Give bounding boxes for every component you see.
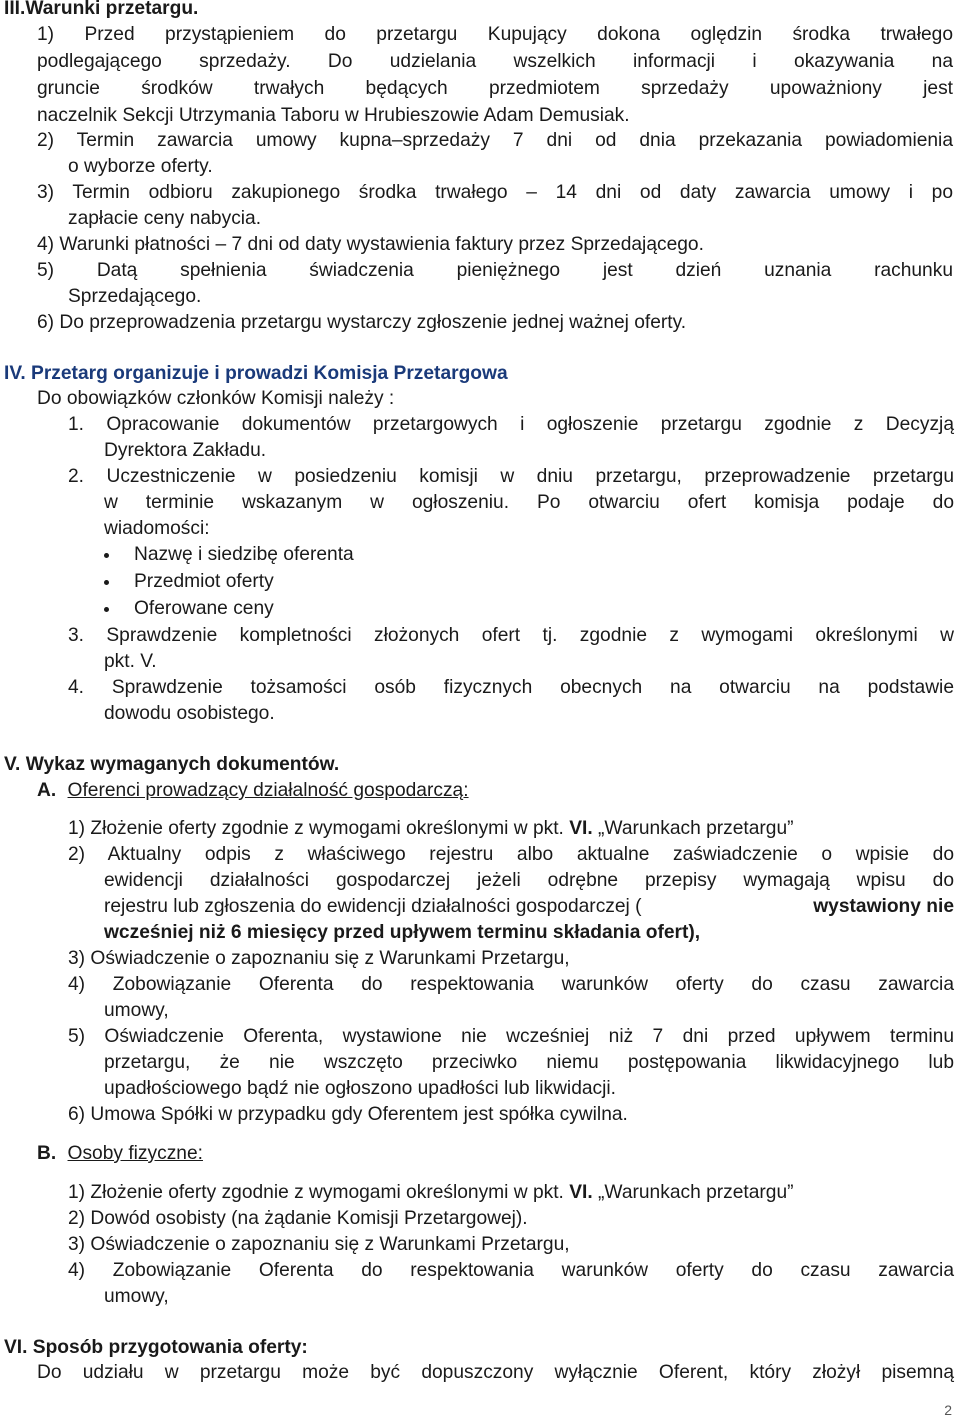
s5-a-item5-line3: upadłościowego bądź nie ogłoszono upadłości lub likwidacji. [104,1078,616,1099]
s5-a-item6: 6) Umowa Spółki w przypadku gdy Oferentem jest spółka cywilna. [68,1104,628,1125]
s3-item1-line2: podlegającego sprzedaży. Do udzielania wszelkich informacji i okazywania na [37,51,953,72]
s5-a-item2-line2: ewidencji działalności gospodarczej jeżeli odrębne przepisy wymagają wpisu do [104,870,954,891]
s5-b-label: B. [37,1143,57,1164]
s5-b-item4-line2: umowy, [104,1286,169,1307]
s5-subsection-a [37,778,469,804]
s3-item6: 6) Do przeprowadzenia przetargu wystarczy zgłoszenie jednej ważnej oferty. [37,312,687,333]
bullet-icon [104,553,109,558]
section-6-heading: VI. Sposób przygotowania oferty: [4,1337,308,1358]
section-3-heading: III.Warunki przetargu. [4,0,199,19]
list-item: Nazwę i siedzibę oferenta [104,542,404,569]
s5-a-title: Oferenci prowadzący działalność gospodarczą: [67,780,469,801]
s4-item4-line2: dowodu osobistego. [104,703,275,724]
s3-item3-line2: zapłacie ceny nabycia. [68,208,262,229]
s4-item4-line1: 4. Sprawdzenie tożsamości osób fizycznych obecnych na otwarciu na podstawie [68,677,954,698]
s5-a-label: A. [37,780,57,801]
s4-bullet-list [104,542,404,623]
s3-item1-line4: naczelnik Sekcji Utrzymania Taboru w Hrubieszowie Adam Demusiak. [37,105,630,126]
s3-item2-line1: 2) Termin zawarcia umowy kupna–sprzedaży 7 dni od dnia przekazania powiadomienia [37,130,953,151]
s5-a-item3: 3) Oświadczenie o zapoznaniu się z Warunkami Przetargu, [68,948,570,969]
s3-item5-line2: Sprzedającego. [68,286,202,307]
s3-item2-line2: o wyborze oferty. [68,156,213,177]
s3-item4: 4) Warunki płatności – 7 dni od daty wystawienia faktury przez Sprzedającego. [37,234,704,255]
list-item: Oferowane ceny [104,596,404,623]
s5-a-item5-line2: przetargu, że nie wszczęto przeciwko niemu postępowania likwidacyjnego lub [104,1052,954,1073]
s3-item3-line1: 3) Termin odbioru zakupionego środka trwałego – 14 dni od daty zawarcia umowy i po [37,182,953,203]
s5-a-item5-line1: 5) Oświadczenie Oferenta, wystawione nie wcześniej niż 7 dni przed upływem terminu [68,1026,954,1047]
s3-item1-line1: 1) Przed przystąpieniem do przetargu Kupujący dokona oględzin środka trwałego [37,24,953,45]
s5-a-item1: 1) Złożenie oferty zgodnie z wymogami określonymi w pkt. VI. „Warunkach przetargu” [68,818,794,839]
s5-b-item4-line1: 4) Zobowiązanie Oferenta do respektowania warunków oferty do czasu zawarcia [68,1260,954,1281]
section-4-heading: IV. Przetarg organizuje i prowadzi Komisja Przetargowa [4,363,508,384]
s3-item1-line3: gruncie środków trwałych będących przedmiotem sprzedaży upoważniony jest [37,78,953,99]
s5-subsection-b [37,1141,203,1167]
s4-intro: Do obowiązków członków Komisji należy : [37,388,395,409]
s5-b-title: Osoby fizyczne: [67,1143,203,1164]
page-number: 2 [944,1402,952,1418]
s5-a-item4-line1: 4) Zobowiązanie Oferenta do respektowania warunków oferty do czasu zawarcia [68,974,954,995]
s4-item2-line3: wiadomości: [104,518,210,539]
s5-a-item2-line1: 2) Aktualny odpis z właściwego rejestru albo aktualne zaświadczenie o wpisie do [68,844,954,865]
s5-a-item4-line2: umowy, [104,1000,169,1021]
s4-item2-line1: 2. Uczestniczenie w posiedzeniu komisji w dniu przetargu, przeprowadzenie przetargu [68,466,954,487]
s3-item5-line1: 5) Datą spełnienia świadczenia pieniężnego jest dzień uznania rachunku [37,260,953,281]
s4-item1-line2: Dyrektora Zakładu. [104,440,267,461]
s6-line1: Do udziału w przetargu może być dopuszczony wyłącznie Oferent, który złożył pisemną [37,1362,954,1383]
s4-item3-line2: pkt. V. [104,651,157,672]
s4-item2-line2: w terminie wskazanym w ogłoszeniu. Po otwarciu ofert komisja podaje do [104,492,954,513]
s5-b-item2: 2) Dowód osobisty (na żądanie Komisji Przetargowej). [68,1208,528,1229]
s4-item3-line1: 3. Sprawdzenie kompletności złożonych ofert tj. zgodnie z wymogami określonymi w [68,625,954,646]
s5-a-item2-line4: wcześniej niż 6 miesięcy przed upływem terminu składania ofert), [104,922,701,943]
s5-b-item1: 1) Złożenie oferty zgodnie z wymogami określonymi w pkt. VI. „Warunkach przetargu” [68,1182,794,1203]
s5-b-item3: 3) Oświadczenie o zapoznaniu się z Warunkami Przetargu, [68,1234,570,1255]
bullet-icon [104,580,109,585]
section-5-heading: V. Wykaz wymaganych dokumentów. [4,754,340,775]
list-item: Przedmiot oferty [104,569,404,596]
s4-item1-line1: 1. Opracowanie dokumentów przetargowych i ogłoszenie przetargu zgodnie z Decyzją [68,414,954,435]
s5-a-item2-line3: rejestru lub zgłoszenia do ewidencji działalności gospodarczej ( wystawiony nie [104,896,954,917]
bullet-icon [104,607,109,612]
